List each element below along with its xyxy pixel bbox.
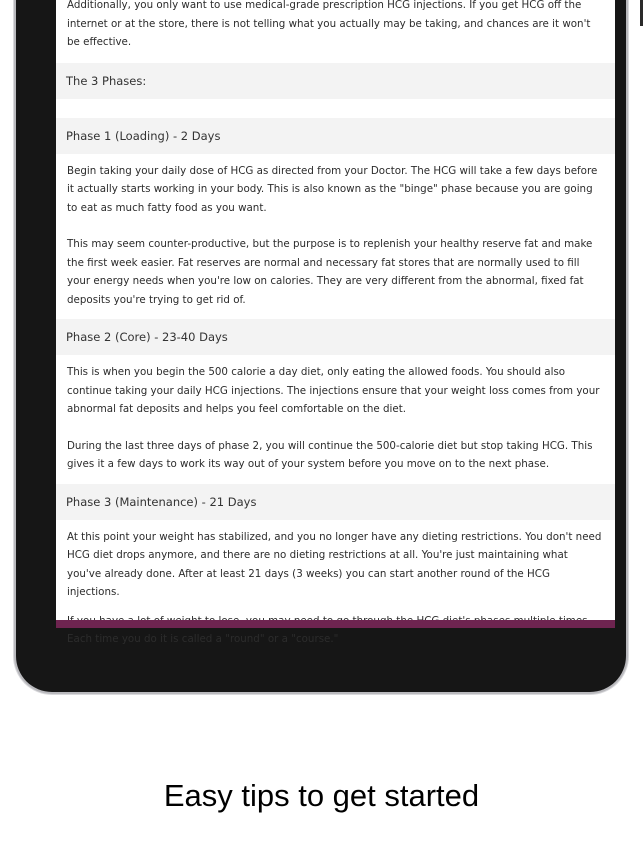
section-heading-phases: The 3 Phases: [56,63,615,99]
phase2-paragraph-1: This is when you begin the 500 calorie a day diet, only eating the allowed foods. You should also continue taking your daily HCG injections. The injections ensure that your weight loss comes from your abnormal fat deposits and helps you feel comfortable on the diet. [67,366,600,415]
tablet-frame [16,0,626,692]
intro-paragraph-2: Additionally, you only want to use medical-grade prescription HCG injections. If you get HCG off the internet or at the store, there is not telling what you actually may be taking, and chances are it won't be effective. [67,0,591,48]
phase3-heading: Phase 3 (Maintenance) - 21 Days [56,484,615,520]
promo-caption: Easy tips to get started [163,778,480,813]
phase2-paragraph-2: During the last three days of phase 2, you will continue the 500-calorie diet but stop taking HCG. This gives it a few days to work its way out of your system before you move on to the next phase. [67,439,593,470]
phase2-heading: Phase 2 (Core) - 23-40 Days [56,319,615,355]
bottom-nav-bar [56,620,615,628]
article-content[interactable] [56,0,615,649]
app-screen [56,0,615,645]
phase1-heading: Phase 1 (Loading) - 2 Days [56,118,615,154]
phase3-paragraph-1: At this point your weight has stabilized, and you no longer have any dieting restrictions. You don't need HCG diet drops anymore, and there are no dieting restrictions at all. You're just maintaining what you've already done. After at least 21 days (3 weeks) you can start another round of the HCG injections. [67,530,602,598]
spacer [56,99,615,118]
phase1-paragraph-2: This may seem counter-productive, but the purpose is to replenish your healthy reserve fat and make the first week easier. Fat reserves are normal and necessary fat stores that are normally used to fill your energy needs when you're low on calories. They are very different from the abnormal, fixed fat deposits you're trying to get rid of. [67,238,593,306]
phase3-paragraph-2: Each time you do it is called a "round" or a "course." [67,633,339,645]
phase1-paragraph-1: Begin taking your daily dose of HCG as directed from your Doctor. The HCG will take a few days before it actually starts working in your body. This is also known as the "binge" phase because you are going to eat as much fatty food as you want. [67,164,598,214]
